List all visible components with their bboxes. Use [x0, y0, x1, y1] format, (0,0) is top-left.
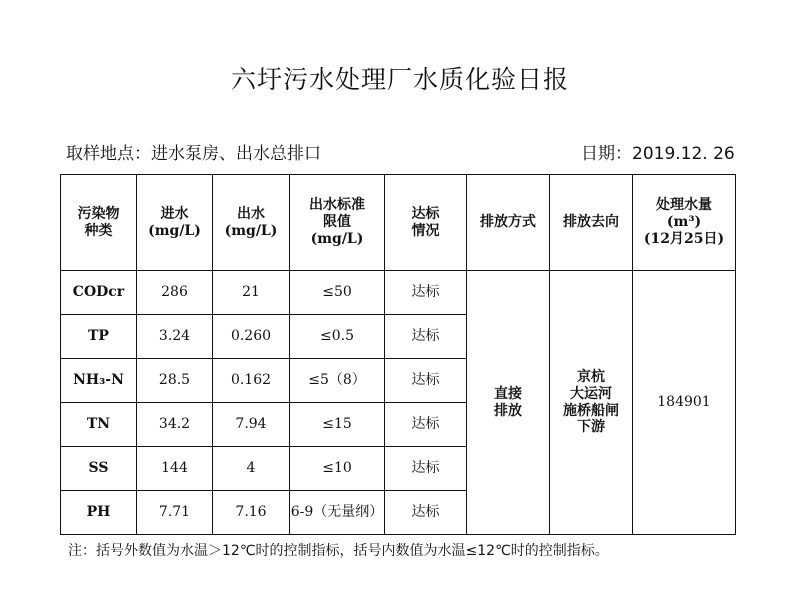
- pollutant-name: TP: [61, 315, 137, 359]
- pollutant-name: SS: [61, 447, 137, 491]
- limit-value: 6-9（无量纲）: [290, 491, 385, 535]
- limit-value: ≤5（8）: [290, 359, 385, 403]
- report-title: 六圩污水处理厂水质化验日报: [230, 65, 569, 94]
- sampling-location: 取样地点：进水泵房、出水总排口: [66, 144, 321, 164]
- header-pollutant-line-1: 污染物: [77, 205, 120, 222]
- inflow-value: 28.5: [137, 359, 213, 403]
- inflow-value: 7.71: [137, 491, 213, 535]
- header-inflow-line-2: (mg/L): [148, 222, 201, 239]
- discharge-method-line-2: 排放: [494, 402, 522, 419]
- header-outflow-line-2: (mg/L): [224, 222, 278, 239]
- limit-value: ≤50: [290, 271, 385, 315]
- pollutant-name: TN: [61, 403, 137, 447]
- limit-value: ≤10: [290, 447, 385, 491]
- outflow-value: 4: [213, 447, 290, 491]
- header-volume-line-3: (12月25日): [643, 230, 725, 247]
- compliance-status: 达标: [385, 403, 467, 447]
- header-compliance-line-1: 达标: [411, 205, 440, 222]
- header-volume-line-2: (m³): [666, 214, 702, 231]
- header-volume-line-1: 处理水量: [656, 197, 712, 214]
- compliance-status: 达标: [385, 491, 467, 535]
- water-quality-table: [60, 174, 736, 535]
- discharge-direction-line-2: 大运河: [570, 385, 612, 402]
- inflow-value: 286: [137, 271, 213, 315]
- outflow-value: 21: [213, 271, 290, 315]
- inflow-value: 3.24: [137, 315, 213, 359]
- header-discharge-direction: 排放去向: [550, 175, 633, 271]
- treated-volume: 184901: [633, 271, 736, 535]
- header-compliance: [385, 175, 467, 271]
- compliance-status: 达标: [385, 359, 467, 403]
- pollutant-name: PH: [61, 491, 137, 535]
- report-date: 日期：2019.12. 26: [581, 144, 735, 164]
- header-pollutant-line-2: 种类: [84, 222, 113, 239]
- header-compliance-line-2: 情况: [411, 222, 440, 239]
- pollutant-name: NH₃-N: [61, 359, 137, 403]
- header-limit: [290, 175, 385, 271]
- header-limit-line-2: 限值: [323, 214, 351, 231]
- header-limit-line-1: 出水标准: [309, 197, 365, 214]
- outflow-value: 0.260: [213, 315, 290, 359]
- limit-value: ≤15: [290, 403, 385, 447]
- inflow-value: 34.2: [137, 403, 213, 447]
- header-inflow: [137, 175, 213, 271]
- table-row: [61, 271, 736, 315]
- outflow-value: 7.16: [213, 491, 290, 535]
- outflow-value: 0.162: [213, 359, 290, 403]
- pollutant-name: CODcr: [61, 271, 137, 315]
- footnote: 注：括号外数值为水温＞12℃时的控制指标，括号内数值为水温≤12℃时的控制指标。: [68, 543, 609, 559]
- header-pollutant: [61, 175, 137, 271]
- discharge-method-line-1: 直接: [494, 385, 522, 402]
- header-limit-line-3: (mg/L): [310, 230, 364, 247]
- header-discharge-method: 排放方式: [467, 175, 550, 271]
- inflow-value: 144: [137, 447, 213, 491]
- outflow-value: 7.94: [213, 403, 290, 447]
- header-outflow-line-1: 出水: [237, 205, 265, 222]
- header-volume: [633, 175, 736, 271]
- header-inflow-line-1: 进水: [160, 205, 189, 222]
- discharge-direction-line-4: 下游: [577, 419, 605, 436]
- limit-value: ≤0.5: [290, 315, 385, 359]
- compliance-status: 达标: [385, 315, 467, 359]
- discharge-direction: [550, 271, 633, 535]
- discharge-direction-line-3: 施桥船闸: [563, 402, 619, 419]
- header-outflow: [213, 175, 290, 271]
- discharge-direction-line-1: 京杭: [577, 368, 605, 385]
- header-row: [61, 175, 736, 271]
- compliance-status: 达标: [385, 271, 467, 315]
- discharge-method: [467, 271, 550, 535]
- compliance-status: 达标: [385, 447, 467, 491]
